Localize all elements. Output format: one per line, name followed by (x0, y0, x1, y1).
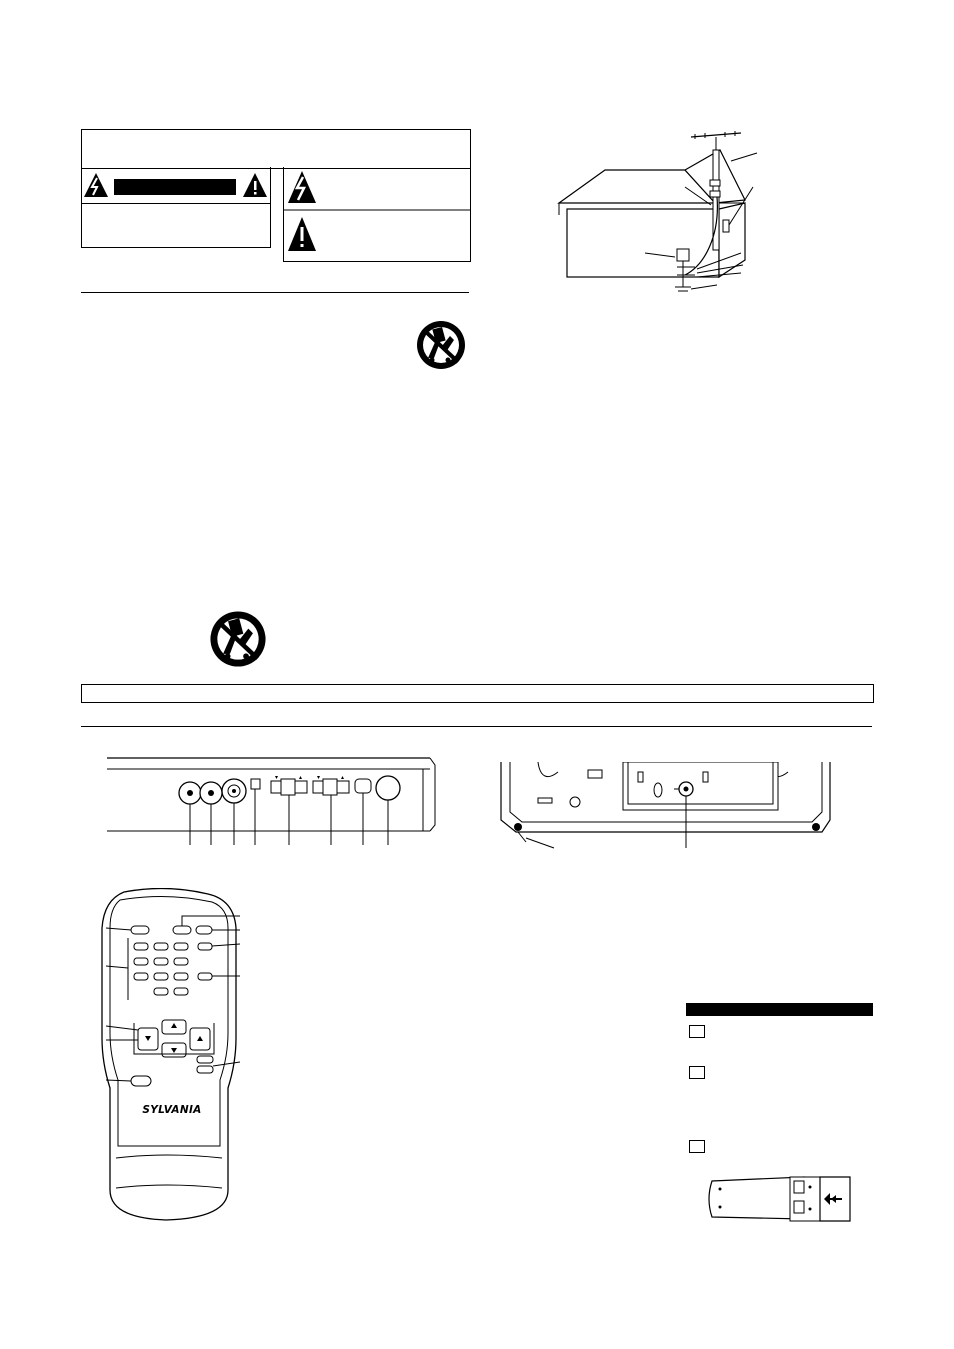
no-cart-tip-icon (207, 608, 269, 670)
tv-rear-panel-diagram (498, 762, 834, 850)
warning-box (81, 129, 471, 169)
antenna-grounding-diagram (545, 125, 765, 300)
tv-front-panel-diagram (105, 755, 445, 850)
left-panel-divider (82, 203, 270, 204)
lightning-warning-icon (84, 173, 108, 197)
battery-section-header (686, 1003, 873, 1016)
battery-step-2-box (689, 1066, 705, 1079)
notice-bar (81, 684, 874, 703)
section-rule-top-left (81, 292, 469, 293)
no-cart-tip-icon (414, 318, 468, 372)
remote-control-diagram (96, 888, 246, 1224)
battery-cover-diagram (704, 1171, 854, 1223)
battery-step-3-box (689, 1140, 705, 1153)
caution-label-row (82, 167, 270, 207)
remote-brand-logo: SYLVANIA (142, 1104, 202, 1116)
caution-label-bar (114, 179, 236, 195)
shock-symbol-panel (283, 167, 471, 262)
section-rule-middle (81, 726, 872, 727)
caution-left-panel (81, 167, 271, 248)
battery-step-1-box (689, 1025, 705, 1038)
